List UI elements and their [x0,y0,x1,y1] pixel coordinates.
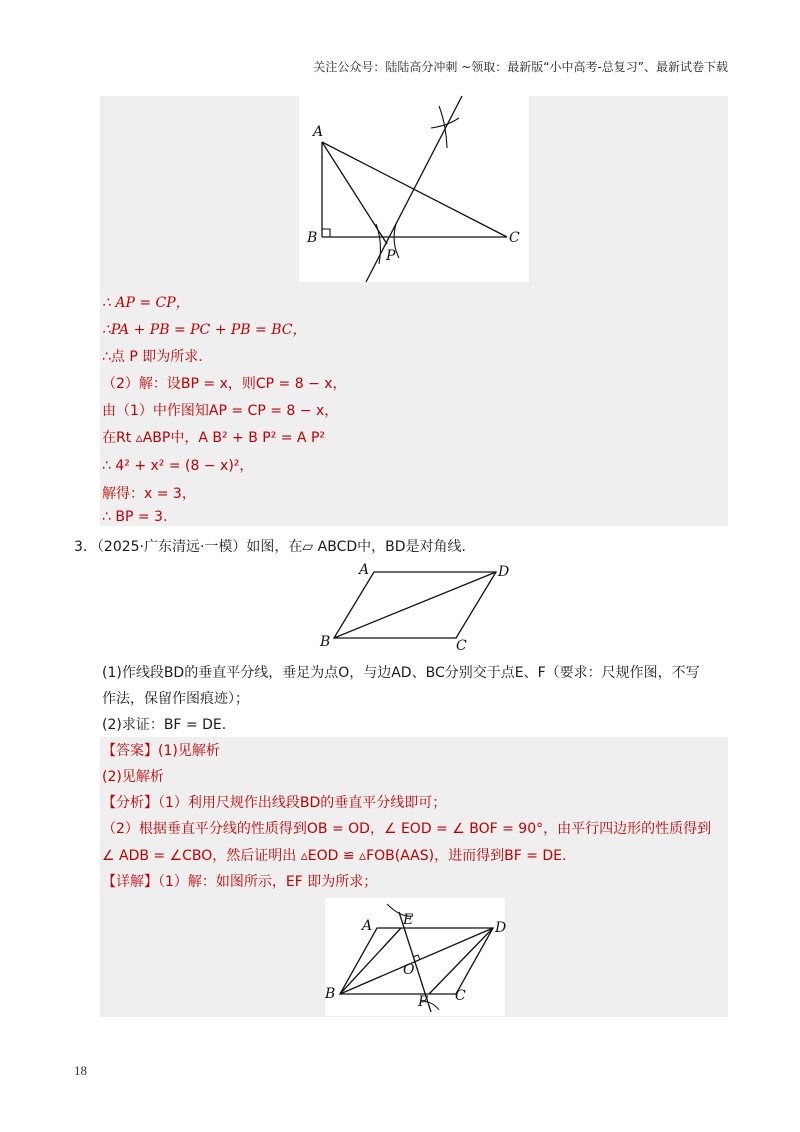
page-number: 18 [74,1063,87,1078]
analysis-line: ∠ ADB = ∠CBO，然后证明出 ▵EOD ≌ ▵FOB(AAS)，进而得到BF = DE. [102,848,567,864]
label-B: B [325,986,336,1002]
question-part1-cont: 作法，保留作图痕迹）； [102,691,249,707]
figure-parallelogram [310,558,520,654]
analysis-line: （2）根据垂直平分线的性质得到OB = OD，∠ EOD = ∠ BOF = 90°，由平行四边形的性质得到 [102,821,712,837]
solution-line: ∴点 P 即为所求. [102,349,203,365]
figure-perpendicular-bisector [325,898,505,1016]
label-P: P [386,248,396,264]
label-D: D [495,920,507,936]
label-B: B [307,230,318,246]
solution-line: 在Rt ▵ABP中，A B² + B P² = A P² [102,430,326,446]
analysis-line: 【分析】（1）利用尺规作出线段BD的垂直平分线即可； [102,795,447,811]
detail-line: 【详解】（1）解：如图所示，EF 即为所求； [102,874,378,890]
label-D: D [498,564,510,580]
question-part2: (2)求证：BF = DE. [102,717,227,733]
label-C: C [455,988,466,1004]
answer-line: (2)见解析 [102,769,164,785]
solution-line: ∴PA + PB = PC + PB = BC， [102,322,307,338]
label-B: B [320,634,331,650]
question-part1: (1)作线段BD的垂直平分线，垂足为点O，与边AD、BC分别交于点E、F（要求：尺规作图，不写 [102,665,700,681]
figure-right-triangle [299,96,529,282]
solution-line: 解得：x = 3， [102,486,196,502]
solution-line: ∴ 4² + x² = (8 − x)²， [102,458,254,474]
label-E: E [403,912,414,928]
solution-line: 由（1）中作图知AP = CP = 8 − x， [102,403,339,419]
label-C: C [456,638,467,654]
solution-line: ∴ BP = 3. [102,509,168,525]
label-F: F [418,994,428,1010]
label-O: O [403,962,415,978]
solution-line: （2）解：设BP = x，则CP = 8 − x， [102,376,347,392]
page-header: 关注公众号：陆陆高分冲刺 ~领取：最新版“小中高考-总复习”、最新试卷下载 [313,60,728,74]
label-A: A [313,124,324,140]
answer-line: 【答案】(1)见解析 [102,743,220,759]
label-A: A [359,562,370,578]
label-A: A [362,918,373,934]
solution-line: ∴ AP = CP， [102,295,190,311]
question-stem: 3．（2025·广东清远·一模）如图，在▱ ABCD中，BD是对角线. [74,539,466,555]
label-C: C [509,230,520,246]
